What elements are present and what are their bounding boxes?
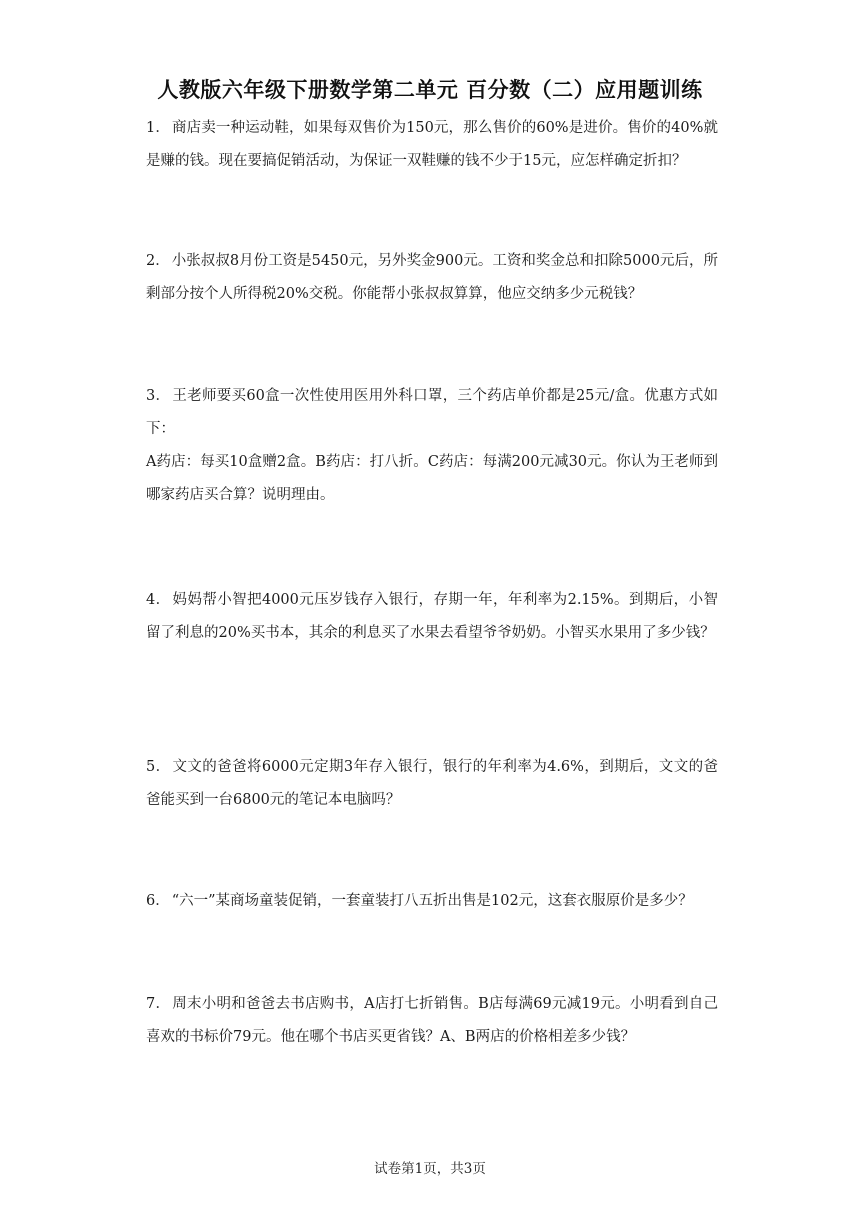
question-text: 小张叔叔8月份工资是5450元，另外奖金900元。工资和奖金总和扣除5000元后，所剩部分按个人所得税20%交税。你能帮小张叔叔算算，他应交纳多少元税钱？ [146,253,718,302]
question-1 [146,112,718,178]
question-text: 妈妈帮小智把4000元压岁钱存入银行，存期一年，年利率为2.15%。到期后，小智留了利息的20%买书本，其余的利息买了水果去看望爷爷奶奶。小智买水果用了多少钱？ [146,592,718,641]
question-number: 7． [146,996,171,1012]
question-number: 3． [146,388,171,404]
question-number: 6． [146,893,170,909]
question-text: 商店卖一种运动鞋，如果每双售价为150元，那么售价的60%是进价。售价的40%就是赚的钱。现在要搞促销活动，为保证一双鞋赚的钱不少于15元，应怎样确定折扣？ [146,120,718,169]
question-3 [146,380,718,512]
question-text: 王老师要买60盒一次性使用医用外科口罩，三个药店单价都是25元/盒。优惠方式如下： [146,388,718,437]
page-footer: 试卷第1页，共3页 [374,1161,486,1177]
question-7 [146,988,718,1054]
question-2 [146,245,718,311]
question-number: 4． [146,592,171,608]
question-number: 1． [146,120,170,136]
question-6 [146,885,718,918]
question-5 [146,751,718,817]
question-text: “六一”某商场童装促销，一套童装打八五折出售是102元，这套衣服原价是多少？ [171,893,693,909]
question-4 [146,584,718,650]
question-text: 文文的爸爸将6000元定期3年存入银行，银行的年利率为4.6%，到期后，文文的爸爸能买到一台6800元的笔记本电脑吗？ [146,759,718,808]
question-number: 2． [146,253,170,269]
question-text: 周末小明和爸爸去书店购书，A店打七折销售。B店每满69元减19元。小明看到自己喜欢的书标价79元。他在哪个书店买更省钱？A、B两店的价格相差多少钱？ [146,996,718,1045]
question-text-options: A药店：每买10盒赠2盒。B药店：打八折。C药店：每满200元减30元。你认为王老师到哪家药店买合算？说明理由。 [146,454,718,503]
page-title: 人教版六年级下册数学第二单元 百分数（二）应用题训练 [157,78,703,102]
question-number: 5． [146,759,171,775]
